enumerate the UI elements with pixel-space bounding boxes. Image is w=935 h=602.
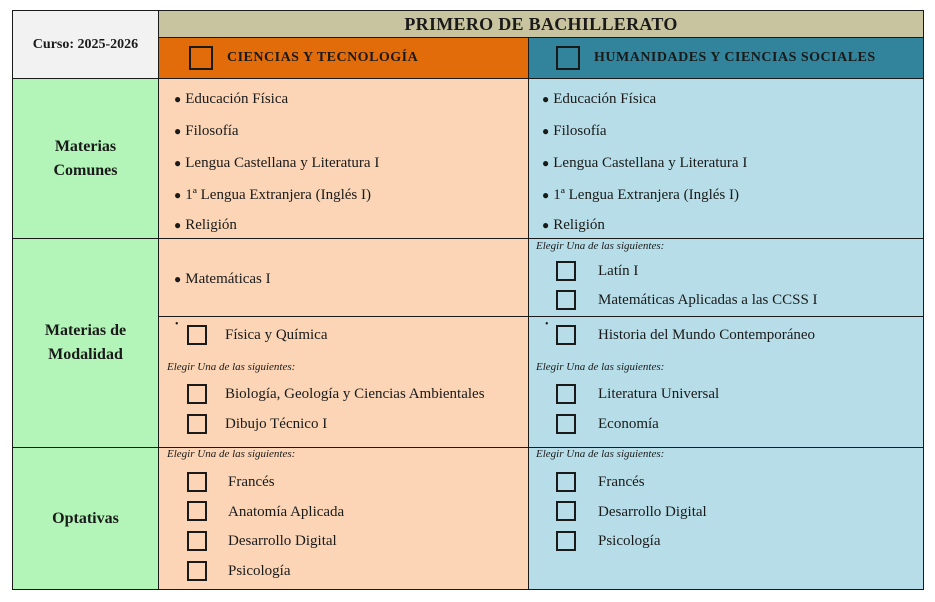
humanidades-ccss-checkbox[interactable] [556, 46, 580, 70]
option-label: Psicología [598, 533, 661, 549]
option-label: Desarrollo Digital [598, 504, 707, 520]
choose-one-note: Elegir Una de las siguientes: [536, 361, 665, 373]
optativas-hcs-cell [528, 447, 924, 590]
frances-checkbox[interactable] [556, 472, 576, 492]
latin-checkbox[interactable] [556, 261, 576, 281]
row-label-materias-comunes [12, 78, 159, 239]
fisica-quimica-checkbox[interactable] [187, 325, 207, 345]
option-label: Literatura Universal [598, 386, 720, 402]
page-title: PRIMERO DE BACHILLERATO [158, 10, 924, 38]
option-label: Economía [598, 416, 659, 432]
desarrollo-digital-checkbox[interactable] [187, 531, 207, 551]
list-item: ● 1ª Lengua Extranjera (Inglés I) [174, 187, 371, 203]
frances-checkbox[interactable] [187, 472, 207, 492]
list-item: ● Lengua Castellana y Literatura I [174, 155, 380, 171]
historia-checkbox[interactable] [556, 325, 576, 345]
column-header-ciencias-tecnologia [158, 37, 529, 79]
option-label: Dibujo Técnico I [225, 416, 328, 432]
ciencias-tecnologia-checkbox[interactable] [189, 46, 213, 70]
course-year-label: Curso: 2025-2026 [12, 10, 159, 79]
option-label: Desarrollo Digital [228, 533, 337, 549]
biologia-checkbox[interactable] [187, 384, 207, 404]
comunes-hcs-cell [528, 78, 924, 239]
choose-one-note: Elegir Una de las siguientes: [536, 448, 665, 460]
list-item: ● Educación Física [542, 91, 657, 107]
option-label: Anatomía Aplicada [228, 504, 345, 520]
row-label-comunes-text: Materias Comunes [53, 137, 118, 179]
row-label-modalidad-text: Materias de Modalidad [44, 322, 127, 363]
column-header-humanidades-ccss [528, 37, 924, 79]
psicologia-checkbox[interactable] [556, 531, 576, 551]
modalidad-ct-choice-cell [158, 316, 529, 448]
desarrollo-digital-checkbox[interactable] [556, 501, 576, 521]
comunes-ct-cell [158, 78, 529, 239]
option-label: Matemáticas Aplicadas a las CCSS I [598, 292, 818, 308]
list-item: ● Matemáticas I [174, 271, 271, 287]
modalidad-hcs-choice-cell [528, 238, 924, 317]
modalidad-hcs-choice-cell-2 [528, 316, 924, 448]
option-label: Psicología [228, 563, 291, 579]
option-label: Física y Química [225, 327, 328, 343]
matematicas-ccss-checkbox[interactable] [556, 290, 576, 310]
row-label-materias-modalidad [12, 238, 159, 448]
row-label-optativas-text: Optativas [52, 509, 119, 527]
choose-one-note: Elegir Una de las siguientes: [167, 448, 296, 460]
list-item: ● Religión [174, 217, 237, 233]
option-label: Francés [598, 474, 645, 490]
option-label: Latín I [598, 263, 639, 279]
option-label: Biología, Geología y Ciencias Ambientales [225, 386, 485, 402]
list-item: ● Educación Física [174, 91, 289, 107]
literatura-universal-checkbox[interactable] [556, 384, 576, 404]
list-item: ● Filosofía [542, 123, 607, 139]
choose-one-note: Elegir Una de las siguientes: [536, 240, 665, 252]
economia-checkbox[interactable] [556, 414, 576, 434]
anatomia-checkbox[interactable] [187, 501, 207, 521]
dibujo-tecnico-checkbox[interactable] [187, 414, 207, 434]
list-item: ● Lengua Castellana y Literatura I [542, 155, 748, 171]
optativas-ct-cell [158, 447, 529, 590]
list-item: ● 1ª Lengua Extranjera (Inglés I) [542, 187, 739, 203]
row-label-optativas [12, 447, 159, 590]
column-header-ct-label: CIENCIAS Y TECNOLOGÍA [227, 50, 419, 65]
psicologia-checkbox[interactable] [187, 561, 207, 581]
column-header-hcs-label: HUMANIDADES Y CIENCIAS SOCIALES [594, 50, 876, 65]
marker-dot: • [545, 319, 549, 330]
option-label: Historia del Mundo Contemporáneo [598, 327, 816, 343]
marker-dot: • [175, 319, 179, 330]
list-item: ● Filosofía [174, 123, 239, 139]
list-item: ● Religión [542, 217, 605, 233]
modalidad-ct-fixed-cell [158, 238, 529, 317]
option-label: Francés [228, 474, 275, 490]
choose-one-note: Elegir Una de las siguientes: [167, 361, 296, 373]
